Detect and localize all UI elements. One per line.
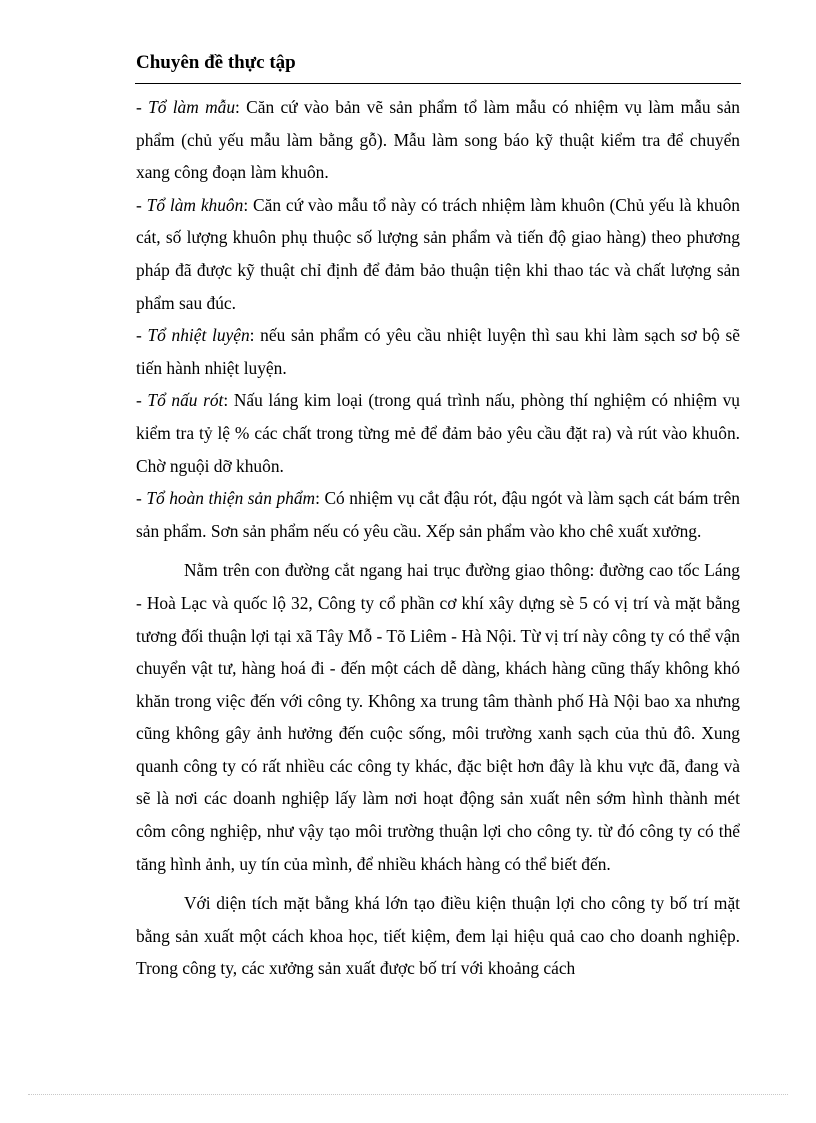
item-prefix: - [136, 325, 148, 346]
page-header-title: Chuyên đề thực tập [136, 52, 296, 73]
item-term: Tổ nhiệt luyện [147, 325, 250, 346]
item-term: Tổ làm khuôn [146, 194, 244, 215]
item-term: Tổ làm mẫu [148, 97, 236, 117]
list-item-hoan-thien [136, 482, 740, 547]
list-item-nau-rot [136, 384, 740, 482]
header-divider [135, 83, 741, 84]
document-body [136, 91, 740, 985]
item-term: Tổ nấu rót [147, 390, 224, 411]
item-term: Tổ hoàn thiện sản phẩm [146, 488, 316, 509]
item-text: : Căn cứ vào bản vẽ sản phẩm tổ làm mẫu có nhiệm vụ làm mẫu sản phẩm (chủ yếu mẫu làm bằng gỗ). Mẫu làm song báo kỹ thuật kiểm tra để chuyển xang công đoạn làm khuôn. [136, 97, 740, 183]
item-text: : Có nhiệm vụ cắt đậu rót, đậu ngót và làm sạch cát bám trên sản phẩm. Sơn sản phẩm nếu có yêu cầu. Xếp sản phẩm vào kho chê xuất xưởng. [136, 488, 740, 541]
list-item-lam-khuon [136, 189, 740, 319]
paragraph-location: Nằm trên con đường cắt ngang hai trục đường giao thông: đường cao tốc Láng - Hoà Lạc và quốc lộ 32, Công ty cổ phần cơ khí xây dựng sè 5 có vị trí và mặt bằng tương đối thuận lợi tại xã Tây Mỗ - Tõ Liêm - Hà Nội. Từ vị trí này công ty có thể vận chuyển vật tư, hàng hoá đi - đến một cách dễ dàng, khách hàng cũng thấy không khó khăn trong việc đến với công ty. Không xa trung tâm thành phố Hà Nội bao xa nhưng cũng không gây ảnh hưởng đến cuộc sống, môi trường xanh sạch của thủ đô. Xung quanh công ty có rất nhiều các công ty khác, đặc biệt hơn đây là khu vực đã, đang và sẽ là nơi các doanh nghiệp lấy làm nơi hoạt động sản xuất nên sớm hình thành mét côm công nghiệp, như vậy tạo môi trường thuận lợi cho công ty. từ đó công ty có thể tăng hình ảnh, uy tín của mình, để nhiều khách hàng có thể biết đến. [136, 560, 740, 874]
item-prefix: - [136, 390, 148, 411]
item-text: : nếu sản phẩm có yêu cầu nhiệt luyện thì sau khi làm sạch sơ bộ sẽ tiến hành nhiệt luyện. [136, 325, 740, 378]
paragraph-layout: Với diện tích mặt bằng khá lớn tạo điều kiện thuận lợi cho công ty bố trí mặt bằng sản xuất một cách khoa học, tiết kiệm, đem lại hiệu quả cao cho doanh nghiệp. Trong công ty, các xưởng sản xuất được bố trí với khoảng cách [136, 893, 740, 979]
list-item-nhiet-luyen [136, 319, 740, 384]
list-item-lam-mau [136, 91, 740, 189]
item-prefix: - [136, 194, 147, 215]
footer-divider [28, 1094, 788, 1095]
item-prefix: - [136, 97, 149, 117]
item-text: : Nấu láng kim loại (trong quá trình nấu, phòng thí nghiệm có nhiệm vụ kiểm tra tỷ lệ % các chất trong từng mẻ để đảm bảo yêu cầu đặt ra) và rút vào khuôn. Chờ nguội dỡ khuôn. [136, 390, 740, 476]
item-prefix: - [136, 488, 147, 509]
item-text: : Căn cứ vào mẫu tổ này có trách nhiệm làm khuôn (Chủ yếu là khuôn cát, số lượng khuôn phụ thuộc số lượng sản phẩm và tiến độ giao hàng) theo phương pháp đã được kỹ thuật chỉ định để đảm bảo thuận tiện khi thao tác và chất lượng sản phẩm sau đúc. [136, 194, 740, 313]
